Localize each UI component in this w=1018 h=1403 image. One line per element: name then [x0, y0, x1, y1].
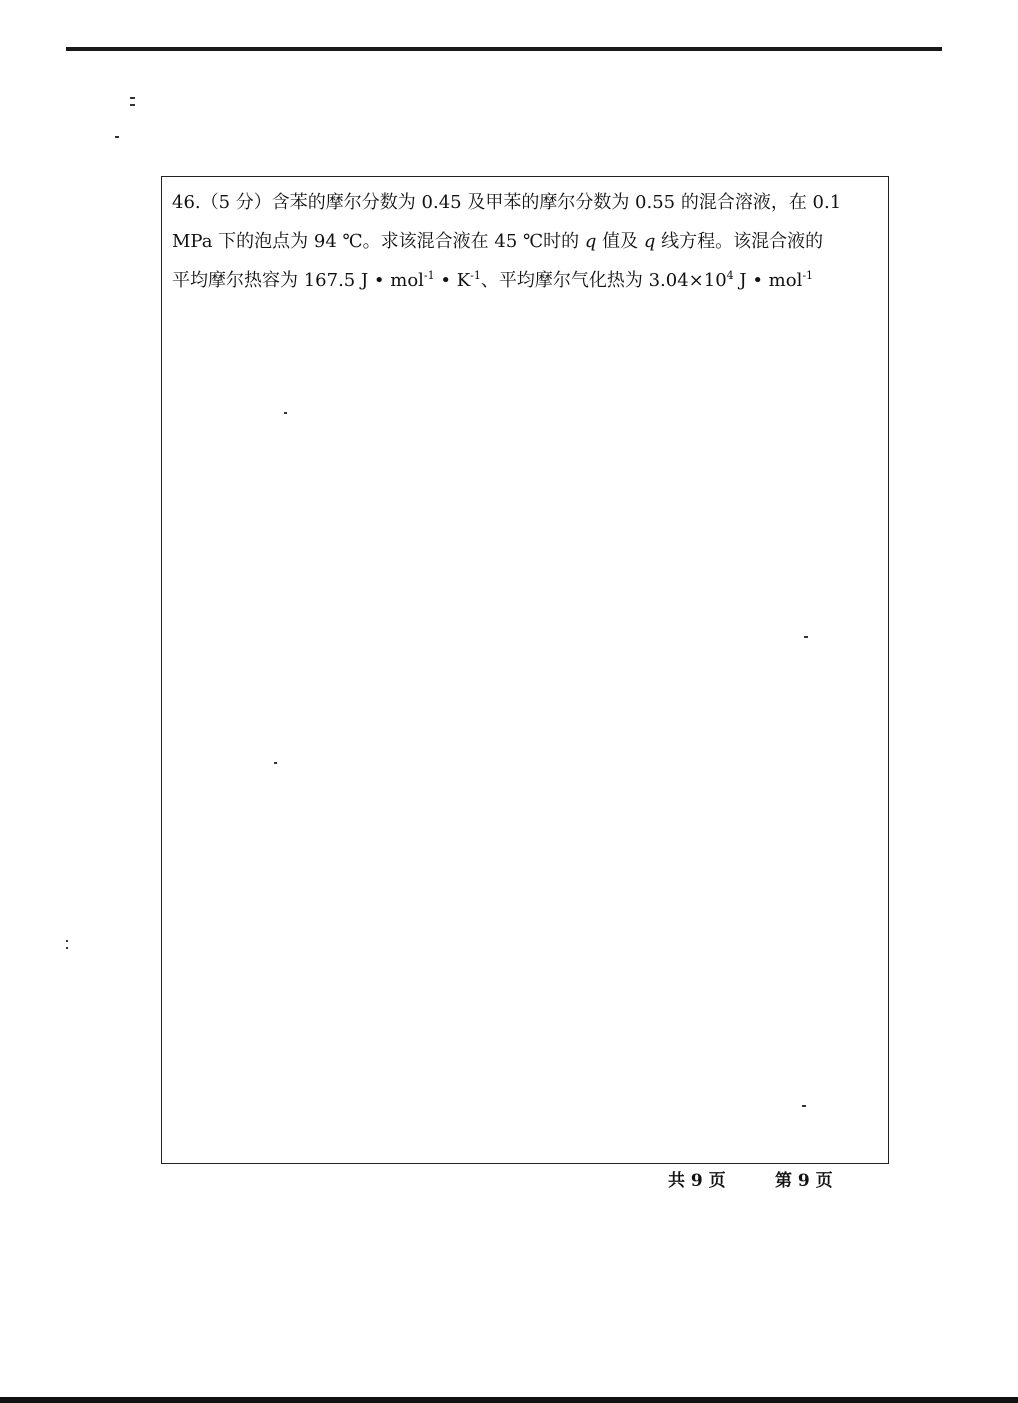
question-line-2-part: 线方程。该混合液的 [655, 231, 824, 252]
exponent: -1 [423, 269, 435, 282]
question-text [172, 183, 882, 300]
q-symbol: q [584, 231, 597, 252]
header-rule [66, 47, 942, 51]
question-line-3-part: • K [434, 270, 471, 291]
scan-speck [130, 97, 135, 99]
scan-speck [66, 947, 68, 949]
question-line-3-part: 平均摩尔热容为 167.5 J • mol [172, 270, 424, 291]
question-line-1: 46.（5 分）含苯的摩尔分数为 0.45 及甲苯的摩尔分数为 0.55 的混合溶液，在 0.1 [172, 192, 842, 213]
exponent: -1 [470, 269, 481, 282]
scan-speck [66, 940, 68, 942]
scan-speck [130, 104, 135, 106]
page-current: 第 9 页 [775, 1171, 833, 1191]
scan-bottom-edge [0, 1397, 1018, 1403]
question-line-2-part: 值及 [596, 231, 644, 252]
question-line-3-part: J • mol [733, 270, 803, 291]
page-total: 共 9 页 [668, 1171, 726, 1191]
question-line-2 [172, 222, 882, 261]
exponent: 4 [726, 269, 734, 282]
exponent: -1 [802, 269, 814, 282]
q-symbol: q [643, 231, 656, 252]
question-line-3 [172, 261, 882, 300]
scan-speck [115, 136, 119, 138]
question-line-2-part: MPa 下的泡点为 94 ℃。求该混合液在 45 ℃时的 [172, 231, 585, 252]
question-line-3-part: 、平均摩尔气化热为 3.04×10 [480, 270, 727, 291]
answer-box [161, 176, 889, 1164]
